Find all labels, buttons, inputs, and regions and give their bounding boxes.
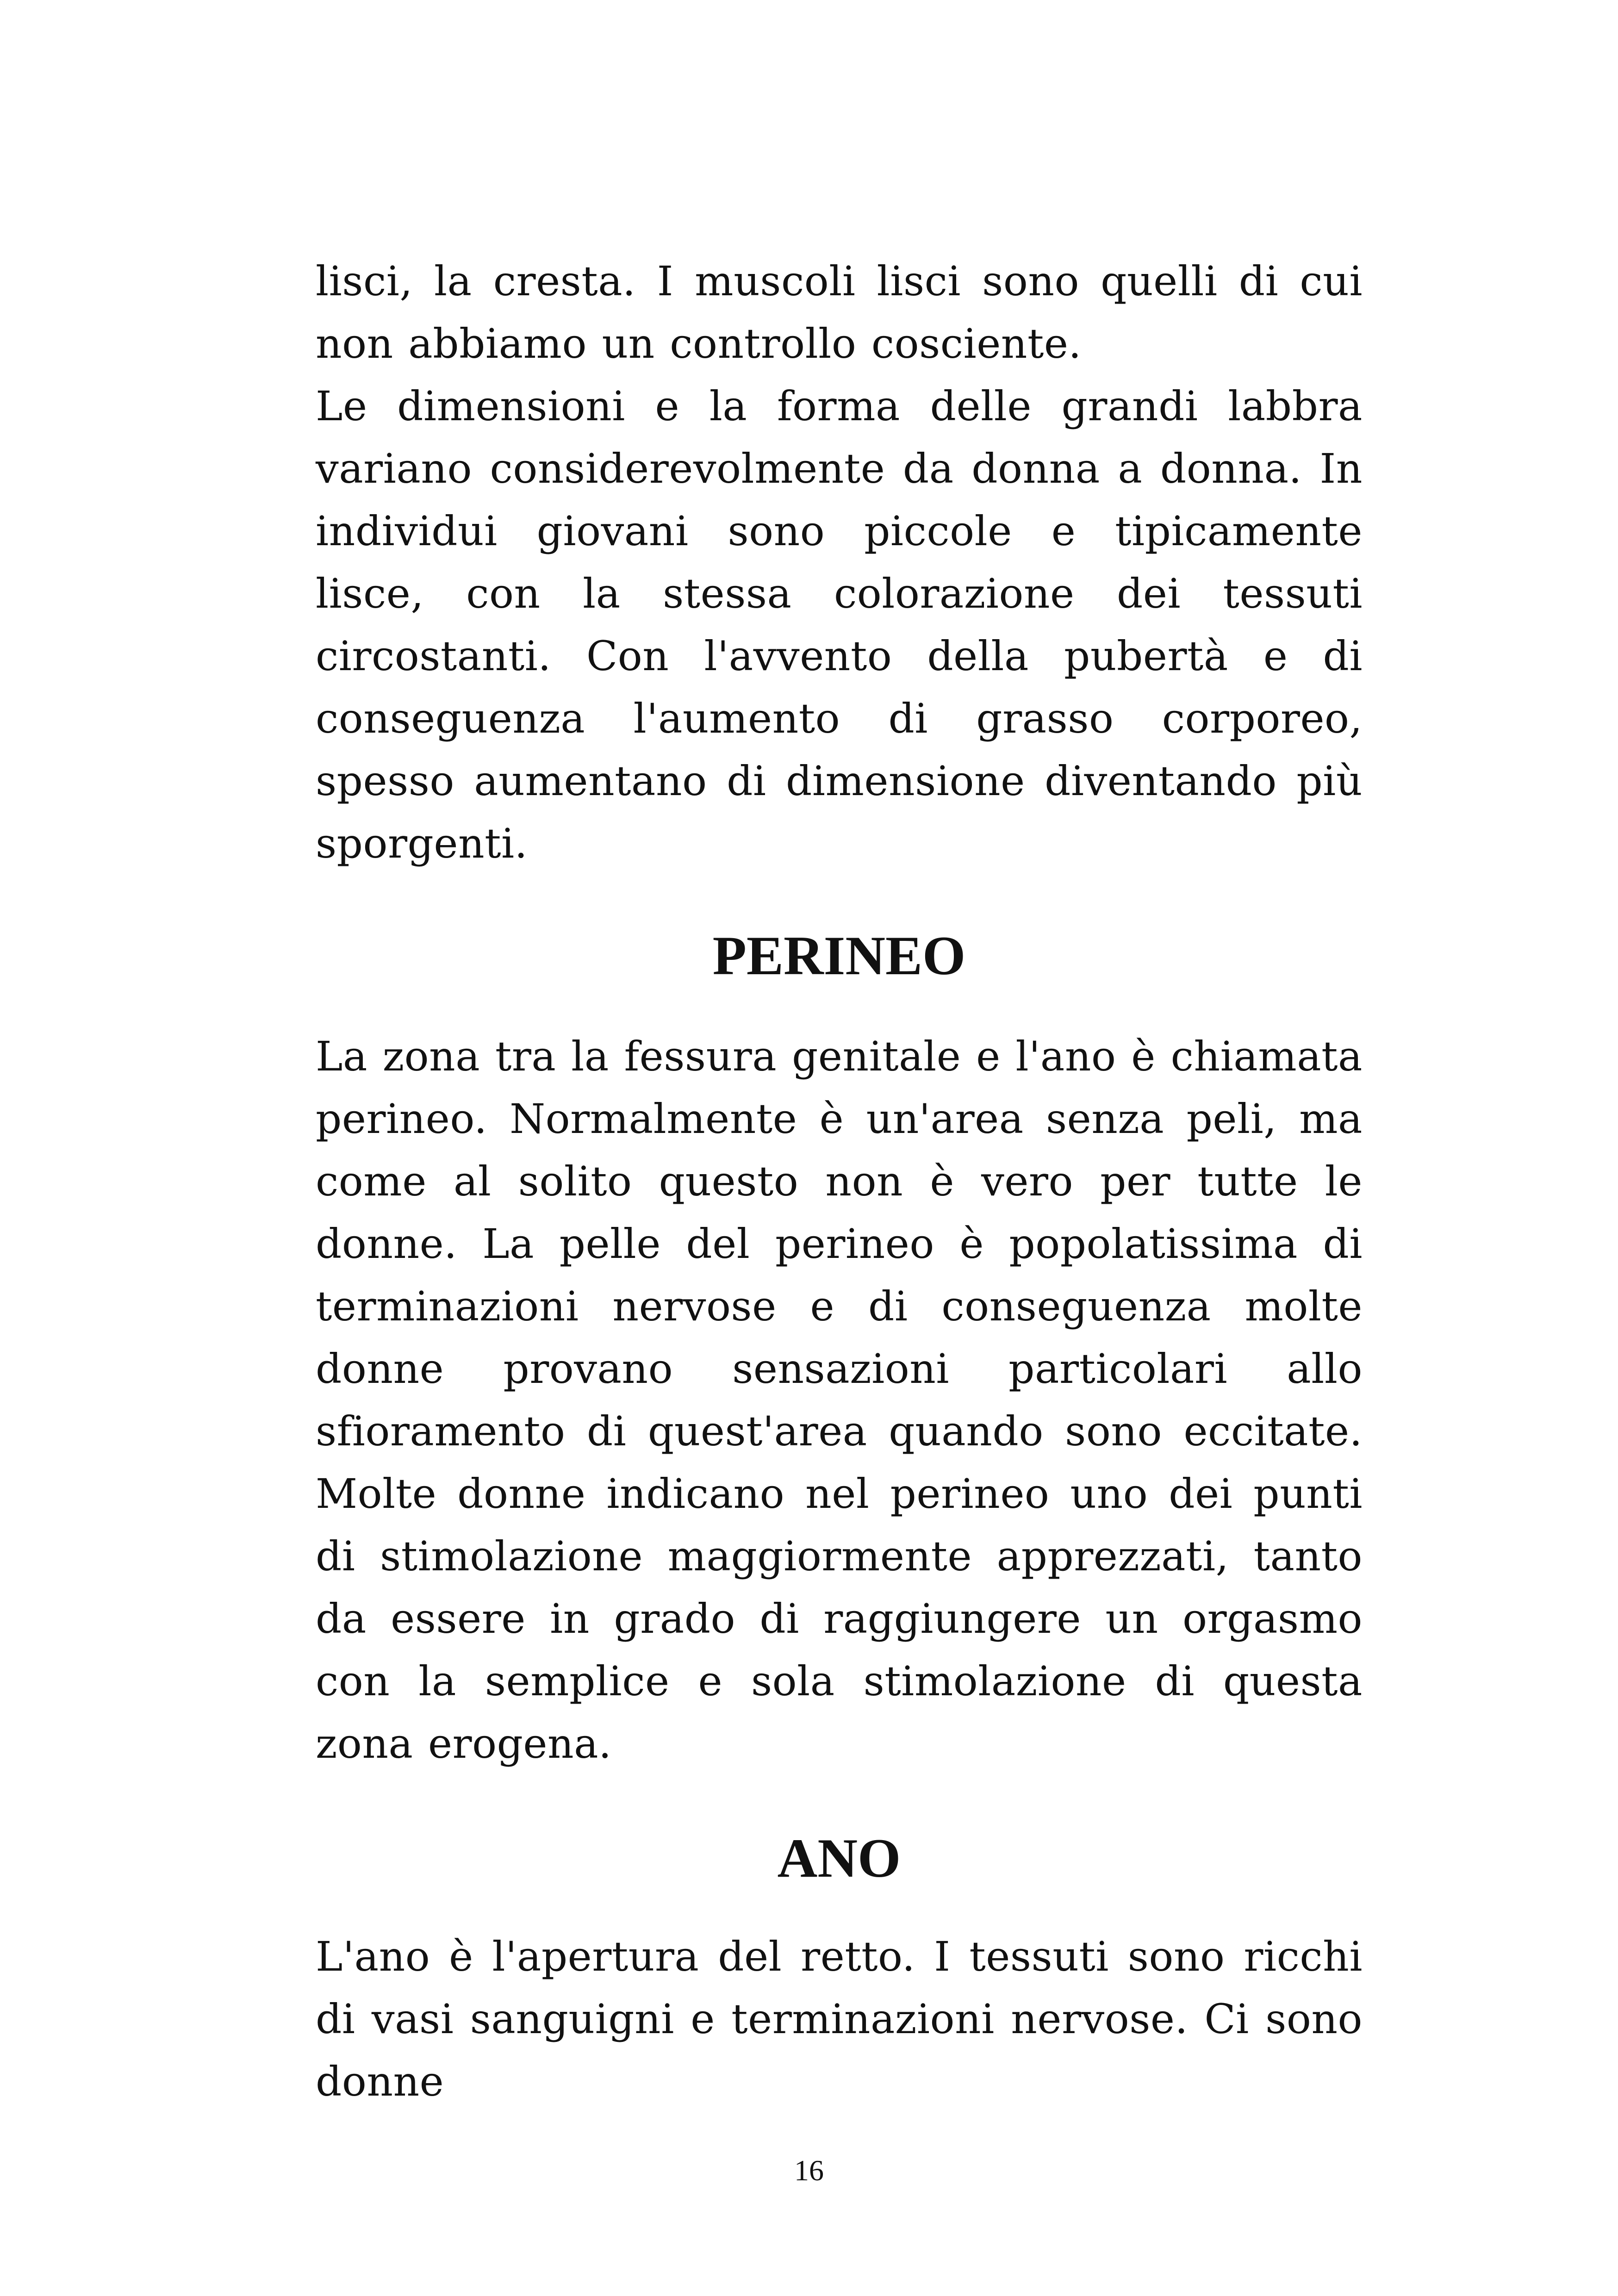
section-heading-wrapper: [316, 923, 1363, 988]
section-heading-perineo: PERINEO: [712, 925, 966, 986]
section-heading-wrapper: [316, 1826, 1363, 1891]
paragraph: La zona tra la fessura genitale e l'ano è chiamata perineo. Normalmente è un'area senza peli, ma come al solito questo non è vero per tutte le donne. La pelle del perineo è popolatissima di terminazioni nervose e di conseguenza molte donne provano sensazioni particolari allo sfioramento di quest'area quando sono eccitate. Molte donne indicano nel perineo uno dei punti di stimolazione maggiormente apprezzati, tanto da essere in grado di raggiungere un orgasmo con la semplice e sola stimolazione di questa zona erogena.: [316, 1033, 1363, 1767]
text-block-labbra: [316, 250, 1363, 875]
paragraph: Le dimensioni e la forma delle grandi labbra variano considerevolmente da donna a donna. In individui giovani sono piccole e tipicamente lisce, con la stessa colorazione dei tessuti circostanti. Con l'avvento della pubertà e di conseguenza l'aumento di grasso corporeo, spesso aumentano di dimensione diventando più sporgenti.: [316, 382, 1363, 867]
paragraph: lisci, la cresta. I muscoli lisci sono quelli di cui non abbiamo un controllo cosciente.: [316, 257, 1363, 367]
page-number: 16: [794, 2154, 824, 2187]
text-block-perineo: [316, 1025, 1363, 1775]
text-block-ano: [316, 1925, 1363, 2113]
section-heading-ano: ANO: [777, 1827, 901, 1889]
paragraph: L'ano è l'apertura del retto. I tessuti sono ricchi di vasi sanguigni e terminazioni nervose. Ci sono donne: [316, 1933, 1363, 2105]
